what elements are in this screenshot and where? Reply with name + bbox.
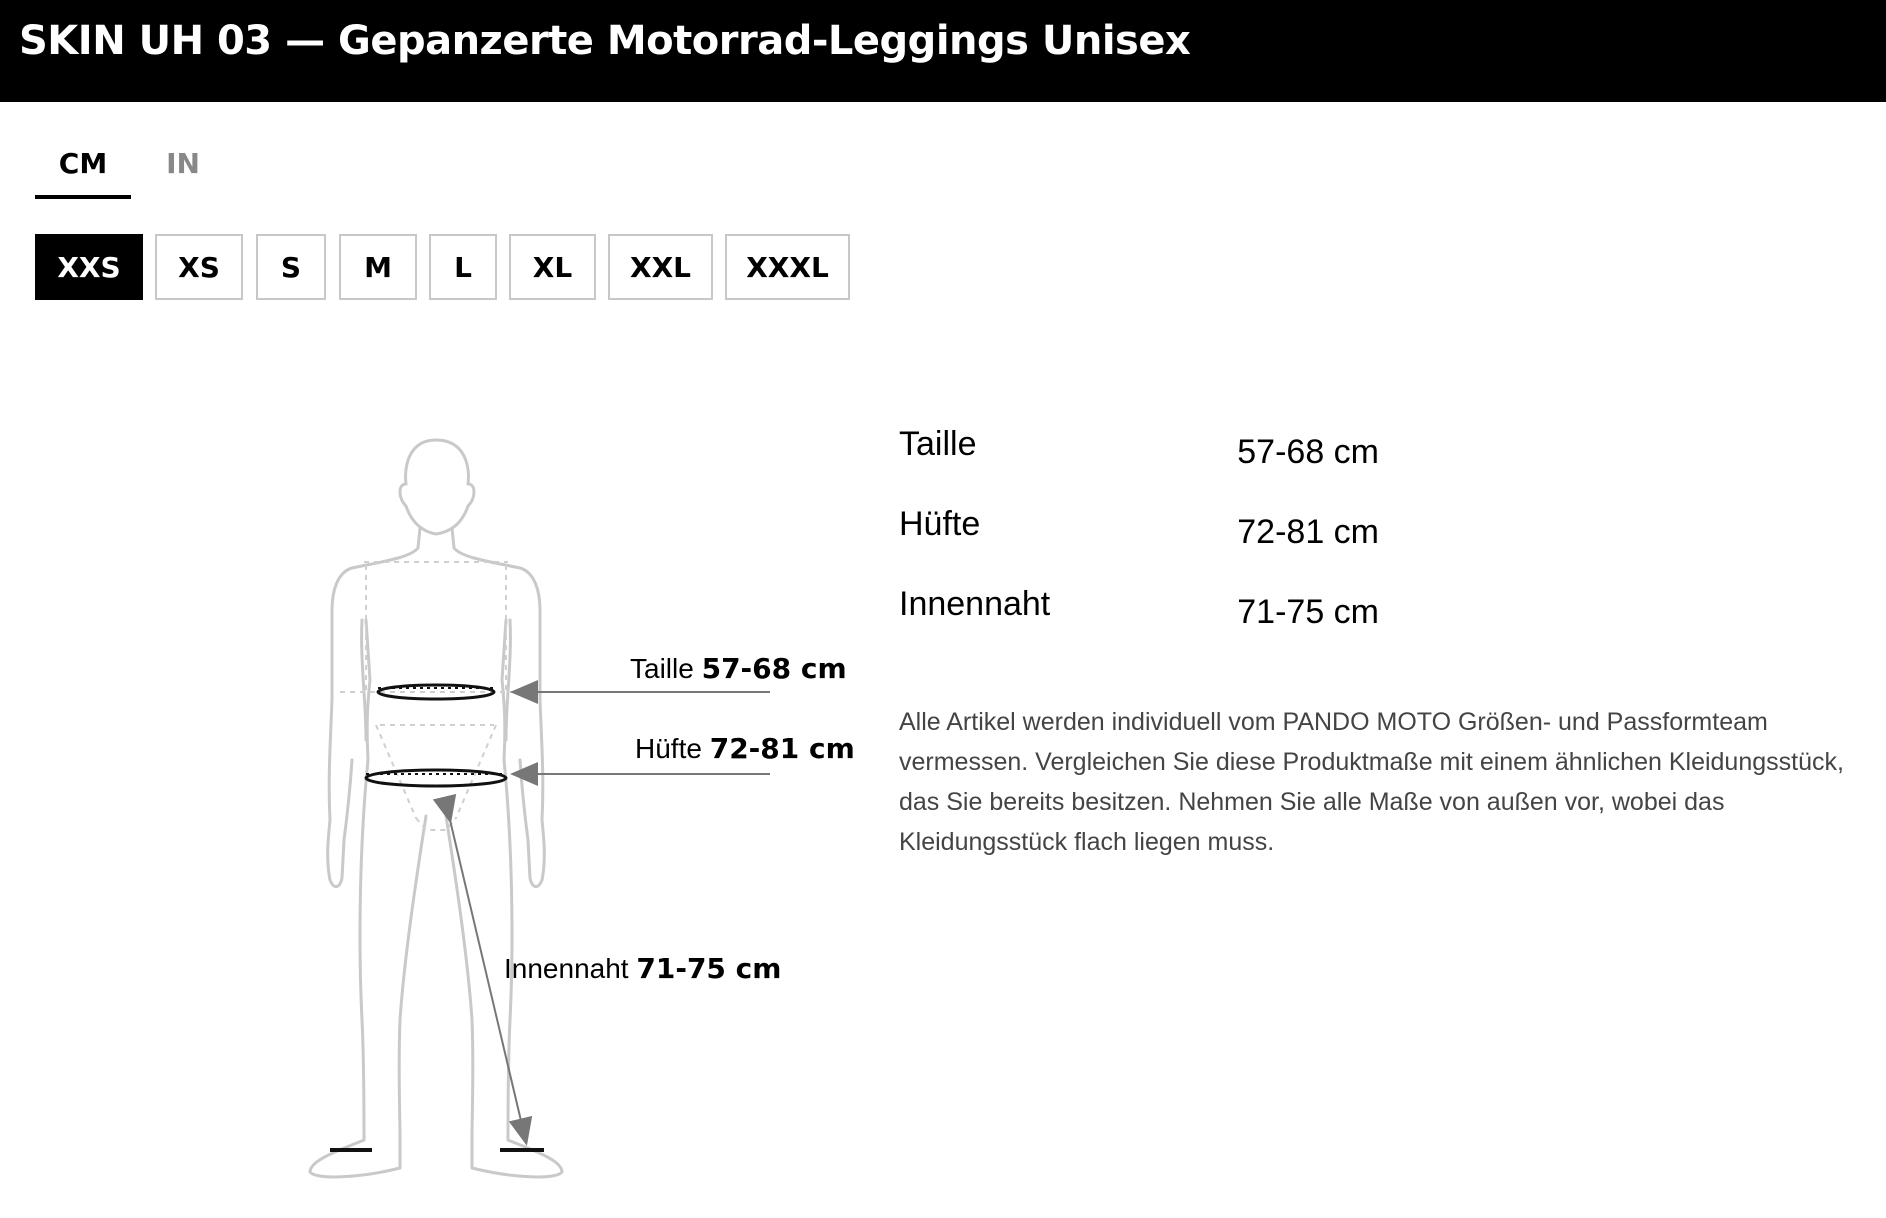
figure-label-waist-name: Taille: [630, 653, 694, 684]
measurement-name: Hüfte: [899, 505, 981, 543]
page-title: SKIN UH 03 — Gepanzerte Motorrad-Leggings Unisex: [19, 18, 1191, 64]
measurement-note: Alle Artikel werden individuell vom PANDO MOTO Größen- und Passformteam vermessen. Vergleichen Sie diese Produktmaße mit einem ähnlichen Kleidungsstück, das Sie bereits besitzen. Nehmen Sie alle Maße von außen vor, wobei das Kleidungsstück flach liegen muss.: [899, 708, 1844, 856]
figure-label-hip: [635, 732, 855, 765]
size-button-xxxl[interactable]: XXXL: [725, 234, 850, 300]
size-button-xs[interactable]: XS: [155, 234, 243, 300]
measurement-row-hip: [899, 505, 1379, 565]
figure-label-inseam-value: 71-75 cm: [636, 952, 782, 985]
measurement-name: Innennaht: [899, 585, 1051, 623]
figure-label-hip-value: 72-81 cm: [709, 732, 855, 765]
size-button-xl[interactable]: XL: [509, 234, 596, 300]
figure-label-waist-value: 57-68 cm: [701, 652, 847, 685]
figure-label-hip-name: Hüfte: [635, 733, 702, 764]
measurement-value: 57-68 cm: [1237, 433, 1379, 471]
size-button-m[interactable]: M: [339, 234, 417, 300]
body-outline-illustration: [300, 420, 900, 1200]
measurement-row-waist: [899, 425, 1379, 485]
active-tab-underline: [35, 195, 131, 199]
figure-label-waist: [630, 652, 847, 685]
measurement-row-inseam: [899, 585, 1379, 645]
measurement-value: 71-75 cm: [1237, 593, 1379, 631]
figure-label-inseam: [504, 952, 781, 985]
size-button-xxl[interactable]: XXL: [608, 234, 713, 300]
hip-ring: [366, 770, 506, 786]
size-button-s[interactable]: S: [256, 234, 326, 300]
tab-cm[interactable]: CM: [58, 147, 108, 180]
body-measurement-figure: [300, 420, 900, 1200]
size-button-l[interactable]: L: [429, 234, 497, 300]
page-header: [0, 0, 1886, 102]
figure-label-inseam-name: Innennaht: [504, 953, 629, 984]
tab-in[interactable]: IN: [166, 147, 200, 180]
size-button-xxs[interactable]: XXS: [35, 234, 143, 300]
measurement-value: 72-81 cm: [1237, 513, 1379, 551]
measurement-name: Taille: [899, 425, 977, 463]
